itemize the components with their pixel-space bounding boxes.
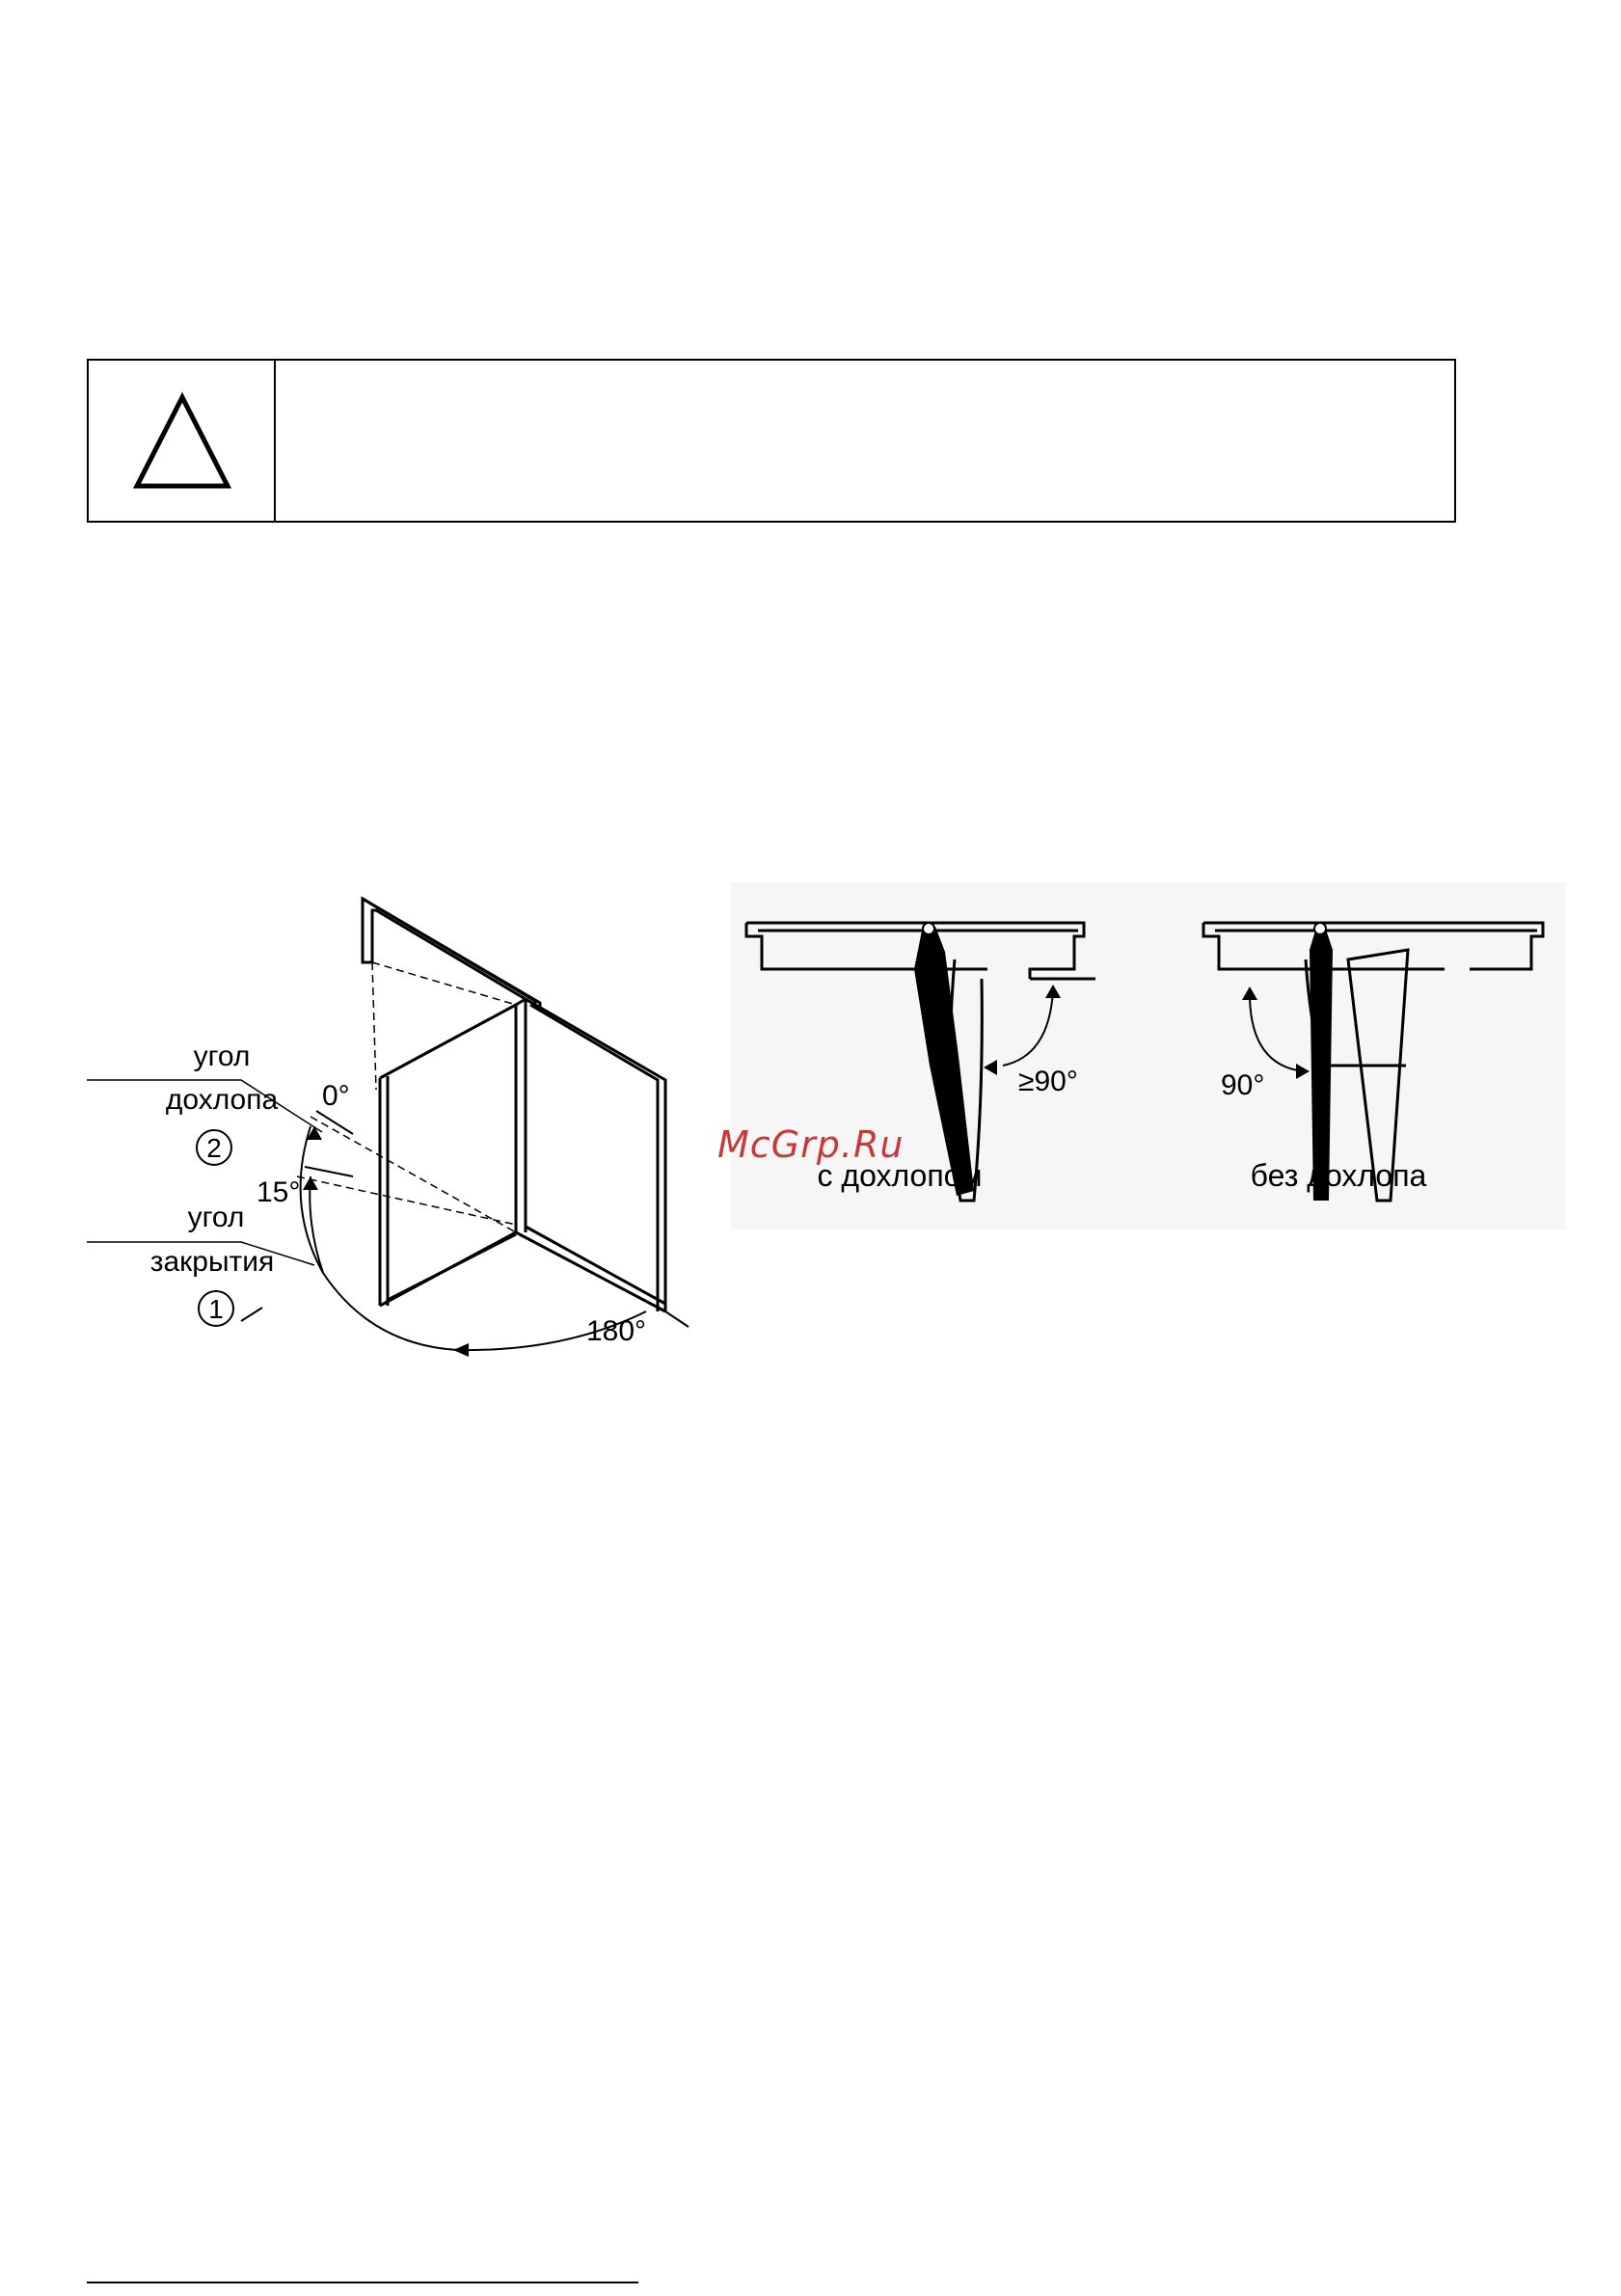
angle-fifteen-label: 15° (257, 1176, 301, 1208)
without-latch-angle: 90° (1221, 1069, 1265, 1101)
warning-box (87, 359, 1456, 523)
hinge-without-latch (1203, 923, 1543, 1201)
arrowheads (303, 1126, 469, 1357)
with-latch-caption: с дохлопом (817, 1158, 983, 1193)
closing-angle-number: 1 (208, 1294, 224, 1324)
door-angle-diagram (87, 887, 704, 1413)
angle-arcs (241, 1111, 689, 1350)
door-leaf (380, 1005, 516, 1306)
latch-angle-label-line1: угол (193, 1040, 251, 1072)
door-frame (363, 899, 665, 1311)
hinge-diagrams (731, 882, 1566, 1229)
watermark: McGrp.Ru (717, 1123, 905, 1166)
latch-angle-number: 2 (206, 1133, 222, 1163)
closing-angle-label-line1: угол (187, 1202, 245, 1233)
angle-180-label: 180° (586, 1315, 647, 1347)
footer-rule (87, 2282, 638, 2283)
warning-icon-cell (89, 361, 276, 521)
warning-triangle-icon (129, 390, 235, 496)
closing-angle-label-line2: закрытия (149, 1246, 275, 1278)
with-latch-angle: ≥90° (1018, 1066, 1078, 1097)
latch-angle-label-line2: дохлопа (165, 1084, 279, 1116)
angle-zero-label: 0° (322, 1080, 350, 1112)
without-latch-caption: без дохлопа (1250, 1158, 1427, 1193)
